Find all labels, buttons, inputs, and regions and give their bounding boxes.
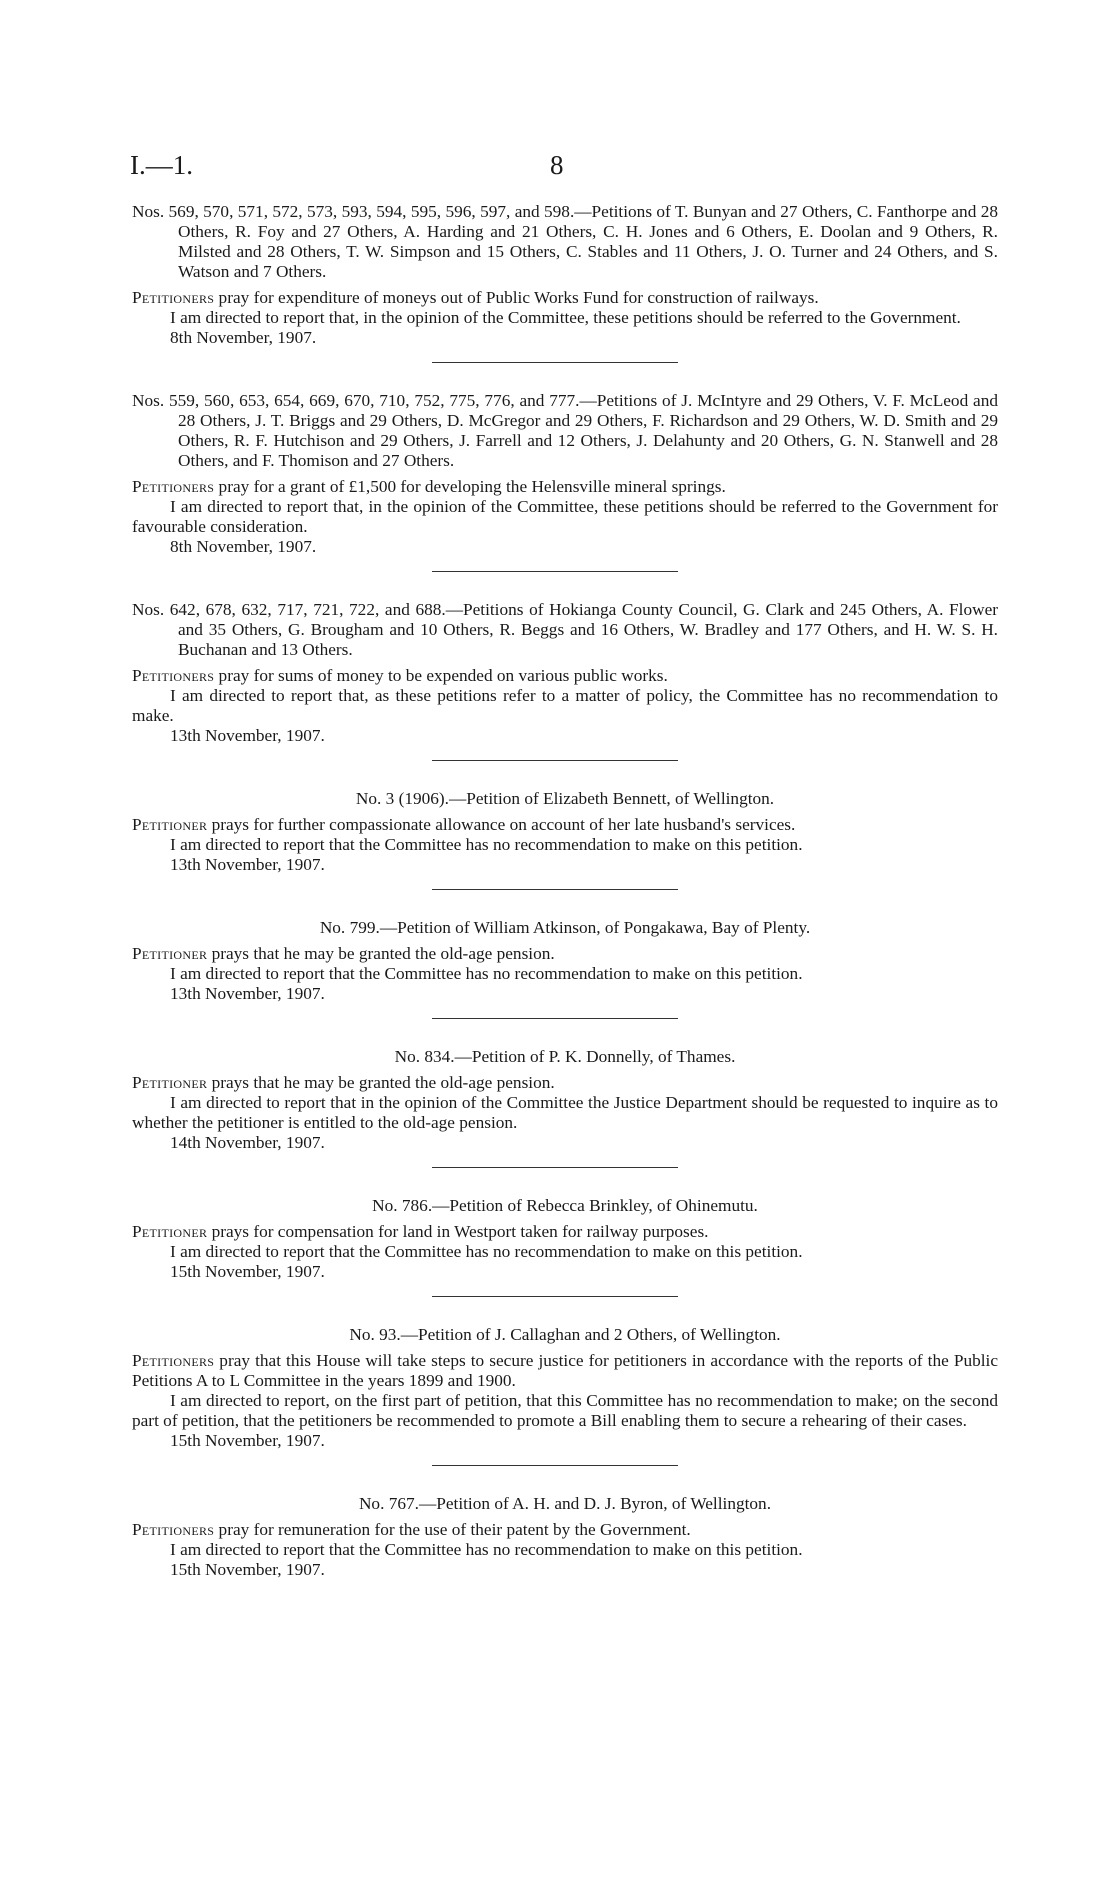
petition-prayer: Petitioner prays for compensation for land in Westport taken for railway purposes. — [132, 1222, 709, 1241]
petition-heading: No. 834.—Petition of P. K. Donnelly, of Thames. — [394, 1047, 736, 1066]
committee-report: I am directed to report that, in the opinion of the Committee, these petitions should be referred to the Government. — [170, 308, 961, 327]
page-header — [130, 150, 990, 184]
report-date: 13th November, 1907. — [170, 984, 325, 1003]
petition-heading: Nos. 569, 570, 571, 572, 573, 593, 594, 595, 596, 597, and 598.—Petitions of T. Bunyan and 27 Others, C. Fanthorpe and 28 Others, R. Foy and 27 Others, A. Harding and 21 Others, C. H. Jones and 6 Others, E. Doolan and 9 Others, R. Milsted and 28 Others, T. W. Simpson and 15 Others, C. Stables and 11 Others, J. O. Turner and 24 Others, and S. Watson and 7 Others. — [132, 202, 998, 281]
petition-heading: Nos. 642, 678, 632, 717, 721, 722, and 688.—Petitions of Hokianga County Council, G. Clark and 245 Others, A. Flower and 35 Others, G. Brougham and 10 Others, R. Beggs and 16 Others, W. Bradley and 177 Others, and H. W. S. H. Buchanan and 13 Others. — [132, 600, 998, 659]
report-date: 13th November, 1907. — [170, 726, 325, 745]
petitions-report-body — [132, 202, 998, 1580]
committee-report: I am directed to report that the Committee has no recommendation to make on this petition. — [170, 1242, 803, 1261]
petition-prayer: Petitioners pray for a grant of £1,500 for developing the Helensville mineral springs. — [132, 477, 726, 496]
petition-entry — [132, 391, 998, 557]
committee-report: I am directed to report, on the first part of petition, that this Committee has no recommendation to make; on the second part of petition, that the petitioners be recommended to promote a Bill enabling them to secure a rehearing of their cases. — [132, 1391, 998, 1430]
petition-prayer: Petitioners pray for expenditure of moneys out of Public Works Fund for construction of railways. — [132, 288, 819, 307]
petition-prayer: Petitioner prays that he may be granted the old-age pension. — [132, 1073, 555, 1092]
report-date: 15th November, 1907. — [170, 1560, 325, 1579]
petition-prayer: Petitioners pray for remuneration for the use of their patent by the Government. — [132, 1520, 691, 1539]
committee-report: I am directed to report that the Committee has no recommendation to make on this petition. — [170, 964, 803, 983]
petition-heading: No. 93.—Petition of J. Callaghan and 2 Others, of Wellington. — [349, 1325, 781, 1344]
petition-entry — [132, 1047, 998, 1153]
committee-report: I am directed to report that the Committee has no recommendation to make on this petition. — [170, 835, 803, 854]
report-date: 15th November, 1907. — [170, 1262, 325, 1281]
petition-entry — [132, 1196, 998, 1282]
petition-prayer: Petitioners pray for sums of money to be expended on various public works. — [132, 666, 668, 685]
committee-report: I am directed to report that, as these petitions refer to a matter of policy, the Committee has no recommendation to make. — [132, 686, 998, 725]
petition-entry — [132, 1325, 998, 1451]
parliamentary-reference: I.—1. — [130, 150, 193, 180]
petition-prayer: Petitioner prays for further compassionate allowance on account of her late husband's services. — [132, 815, 796, 834]
petition-heading: No. 767.—Petition of A. H. and D. J. Byron, of Wellington. — [358, 1494, 772, 1513]
petition-heading: No. 3 (1906).—Petition of Elizabeth Bennett, of Wellington. — [355, 789, 775, 808]
page-number: 8 — [550, 150, 564, 180]
petition-prayer: Petitioner prays that he may be granted the old-age pension. — [132, 944, 555, 963]
petition-entry — [132, 202, 998, 348]
report-date: 13th November, 1907. — [170, 855, 325, 874]
petition-heading: No. 786.—Petition of Rebecca Brinkley, of Ohinemutu. — [372, 1196, 758, 1215]
report-date: 15th November, 1907. — [170, 1431, 325, 1450]
report-date: 8th November, 1907. — [170, 328, 317, 347]
report-date: 8th November, 1907. — [170, 537, 317, 556]
petition-entry — [132, 600, 998, 746]
petition-heading: No. 799.—Petition of William Atkinson, of Pongakawa, Bay of Plenty. — [319, 918, 811, 937]
committee-report: I am directed to report that in the opinion of the Committee the Justice Department should be requested to inquire as to whether the petitioner is entitled to the old-age pension. — [132, 1093, 998, 1132]
petition-heading: Nos. 559, 560, 653, 654, 669, 670, 710, 752, 775, 776, and 777.—Petitions of J. McIntyre and 29 Others, V. F. McLeod and 28 Others, J. T. Briggs and 29 Others, D. McGregor and 29 Others, F. Richardson and 29 Others, W. D. Smith and 29 Others, R. F. Hutchison and 29 Others, J. Farrell and 12 Others, J. Delahunty and 20 Others, G. N. Stanwell and 28 Others, and F. Thomison and 27 Others. — [132, 391, 998, 470]
report-date: 14th November, 1907. — [170, 1133, 325, 1152]
petition-entry — [132, 918, 998, 1004]
committee-report: I am directed to report that, in the opinion of the Committee, these petitions should be referred to the Government for favourable consideration. — [132, 497, 998, 536]
committee-report: I am directed to report that the Committee has no recommendation to make on this petition. — [170, 1540, 803, 1559]
petition-entry — [132, 789, 998, 875]
petition-entry — [132, 1494, 998, 1580]
petition-prayer: Petitioners pray that this House will take steps to secure justice for petitioners in accordance with the reports of the Public Petitions A to L Committee in the years 1899 and 1900. — [132, 1351, 998, 1390]
